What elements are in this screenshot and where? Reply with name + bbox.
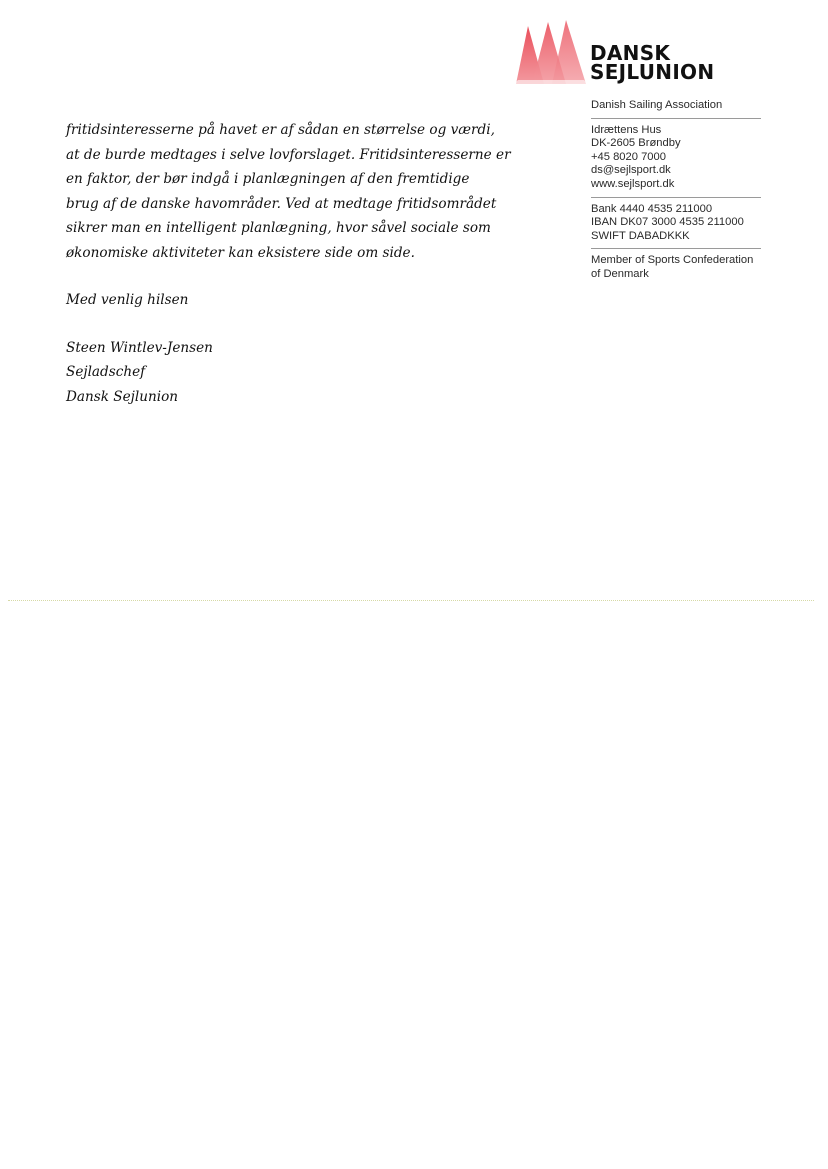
body-line: økonomiske aktiviteter kan eksistere side om side. <box>66 244 415 261</box>
logo-line-2: SEJLUNION <box>590 60 715 84</box>
signer-organization: Dansk Sejlunion <box>66 388 179 405</box>
body-line: sikrer man en intelligent planlægning, hvor såvel sociale som <box>66 220 491 236</box>
body-line: fritidsinteresserne på havet er af sådan en størrelse og værdi, <box>66 122 495 138</box>
address-line: Idrættens Hus <box>591 123 662 136</box>
iban: IBAN DK07 3000 4535 211000 <box>591 216 744 229</box>
closing-salutation: Med venlig hilsen <box>66 292 189 308</box>
letter-body <box>66 118 586 409</box>
divider <box>591 248 761 249</box>
body-line: en faktor, der bør indgå i planlægningen af den fremtidige <box>66 171 470 187</box>
body-line: brug af de danske havområder. Ved at medtage fritidsområdet <box>66 195 497 212</box>
bank-account: Bank 4440 4535 211000 <box>591 202 713 215</box>
logo-wordmark <box>590 41 715 84</box>
sails-logo-icon <box>514 18 590 86</box>
signature-block <box>66 336 586 410</box>
fold-line <box>8 600 814 601</box>
address-line: DK-2605 Brøndby <box>591 137 681 150</box>
divider <box>591 118 761 119</box>
logo-line-1: DANSK <box>590 41 671 65</box>
address-block <box>591 124 771 192</box>
association-name: Danish Sailing Association <box>591 99 723 111</box>
signer-name: Steen Wintlev-Jensen <box>66 339 213 356</box>
membership-line: Member of Sports Confederation <box>591 254 754 267</box>
website: www.sejlsport.dk <box>591 177 675 190</box>
membership-block <box>591 254 771 281</box>
membership-line: of Denmark <box>591 267 649 280</box>
letterhead-sidebar <box>591 99 771 282</box>
dansk-sejlunion-logo <box>514 18 734 88</box>
divider <box>591 197 761 198</box>
signer-title: Sejladschef <box>66 364 146 380</box>
body-paragraph <box>66 118 586 265</box>
swift: SWIFT DABADKKK <box>591 229 690 242</box>
phone-number: +45 8020 7000 <box>591 150 666 163</box>
bank-block <box>591 203 771 244</box>
body-line: at de burde medtages i selve lovforslaget. Fritidsinteresserne er <box>66 146 511 163</box>
email-address: ds@sejlsport.dk <box>591 164 671 177</box>
